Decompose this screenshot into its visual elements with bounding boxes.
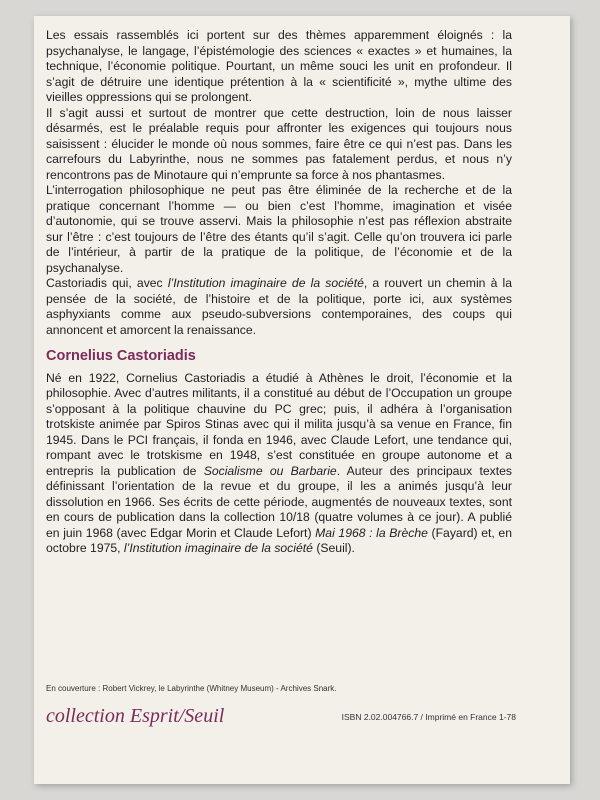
isbn-line: ISBN 2.02.004766.7 / Imprimé en France 1-78 — [341, 712, 516, 722]
cover-credit: En couverture : Robert Vickrey, le Labyrinthe (Whitney Museum) - Archives Snark. — [46, 684, 337, 693]
book-title-ref: Mai 1968 : la Brèche — [315, 525, 428, 540]
bio-text: Né en 1922, Cornelius Castoriadis a étudié à Athènes le droit, l’économie et la philosophie. Avec d’autres militants, il a constitué au début de l’Occupation un groupe s’opposant à la politique chauvine du PC grec; puis, il adhéra à l’organisation trotskiste animée par Spiros Stinas avec qui il milita jusqu’à sa venue en France, fin 1945. Dans le PCI français, il fonda en 1946, avec Claude Lefort, une tendance qui, rompant avec le trotskisme en 1948, s’est constituée en groupe autonome et a entrepris la publication de — [46, 370, 512, 478]
author-bio — [46, 371, 512, 557]
blurb-text: , a rouvert un chemin à la pensée de la société, de l’histoire et de la politique, porte ici, aux systèmes asphyxiants comme aux pseudo-subversions contemporaines, des coups qui annoncent et amorcent la renaissance. — [46, 276, 512, 337]
book-title-ref: l’Institution imaginaire de la société — [167, 276, 364, 290]
journal-title-ref: Socialisme ou Barbarie — [203, 463, 337, 478]
collection-logo: collection Esprit/Seuil — [46, 705, 225, 727]
book-title-ref: l’Institution imaginaire de la société — [123, 541, 313, 555]
bio-text: (Seuil). — [312, 541, 355, 555]
blurb-paragraph-4 — [46, 276, 512, 338]
blurb-text: Castoriadis qui, avec — [46, 276, 168, 290]
footer — [46, 704, 516, 730]
blurb-paragraph-3: L’interrogation philosophique ne peut pas être éliminée de la recherche et de la pratique concernant l’homme — ou bien c’est l’homme, imagination et visée d’autonomie, qui se trouve asservi. Mais la philosophie n’est pas réflexion abstraite sur l’être : c’est toujours de l’être des étants qu’il s’agit. Celle qu’on trouvera ici parle de l’intérieur, à partir de la pratique de la politique, de l’économie et de la psychanalyse. — [46, 183, 512, 275]
author-name: Cornelius Castoriadis — [46, 348, 196, 364]
blurb-paragraph-1: Les essais rassemblés ici portent sur des thèmes apparemment éloignés : la psychanalyse, le langage, l’épistémologie des sciences « exactes » et humaines, la technique, l’économie politique. Pourtant, un même souci les unit en profondeur. Il s’agit de détruire une identique prétention à la « scientificité », mythe ultime des vieilles oppressions qui se prolongent. — [46, 28, 512, 104]
back-cover-text — [46, 28, 512, 557]
bio-text: . Auteur des principaux textes définissant l’orientation de la revue et du groupe, il les a animés jusqu’à leur dissolution en 1966. Ses écrits de cette période, augmentés de nouveaux textes, sont en cours de publication dans la collection 10/18 (quatre volumes à ce jour). A publié en juin 1968 (avec Edgar Morin et Claude Lefort) — [46, 463, 513, 540]
bio-text: (Fayard) et, en octobre 1975, — [46, 525, 512, 555]
blurb-paragraph-2: Il s’agit aussi et surtout de montrer que cette destruction, loin de nous laisser désarmés, est le préalable requis pour affronter les exigences qui toujours nous saisissent : élucider le monde où nous sommes, faire être ce qui n’est pas. Dans les carrefours du Labyrinthe, nous ne sommes pas fatalement perdus, et nous n’y rencontrons pas de Minotaure qui n’emprunte sa force à nos phantasmes. — [46, 105, 512, 182]
